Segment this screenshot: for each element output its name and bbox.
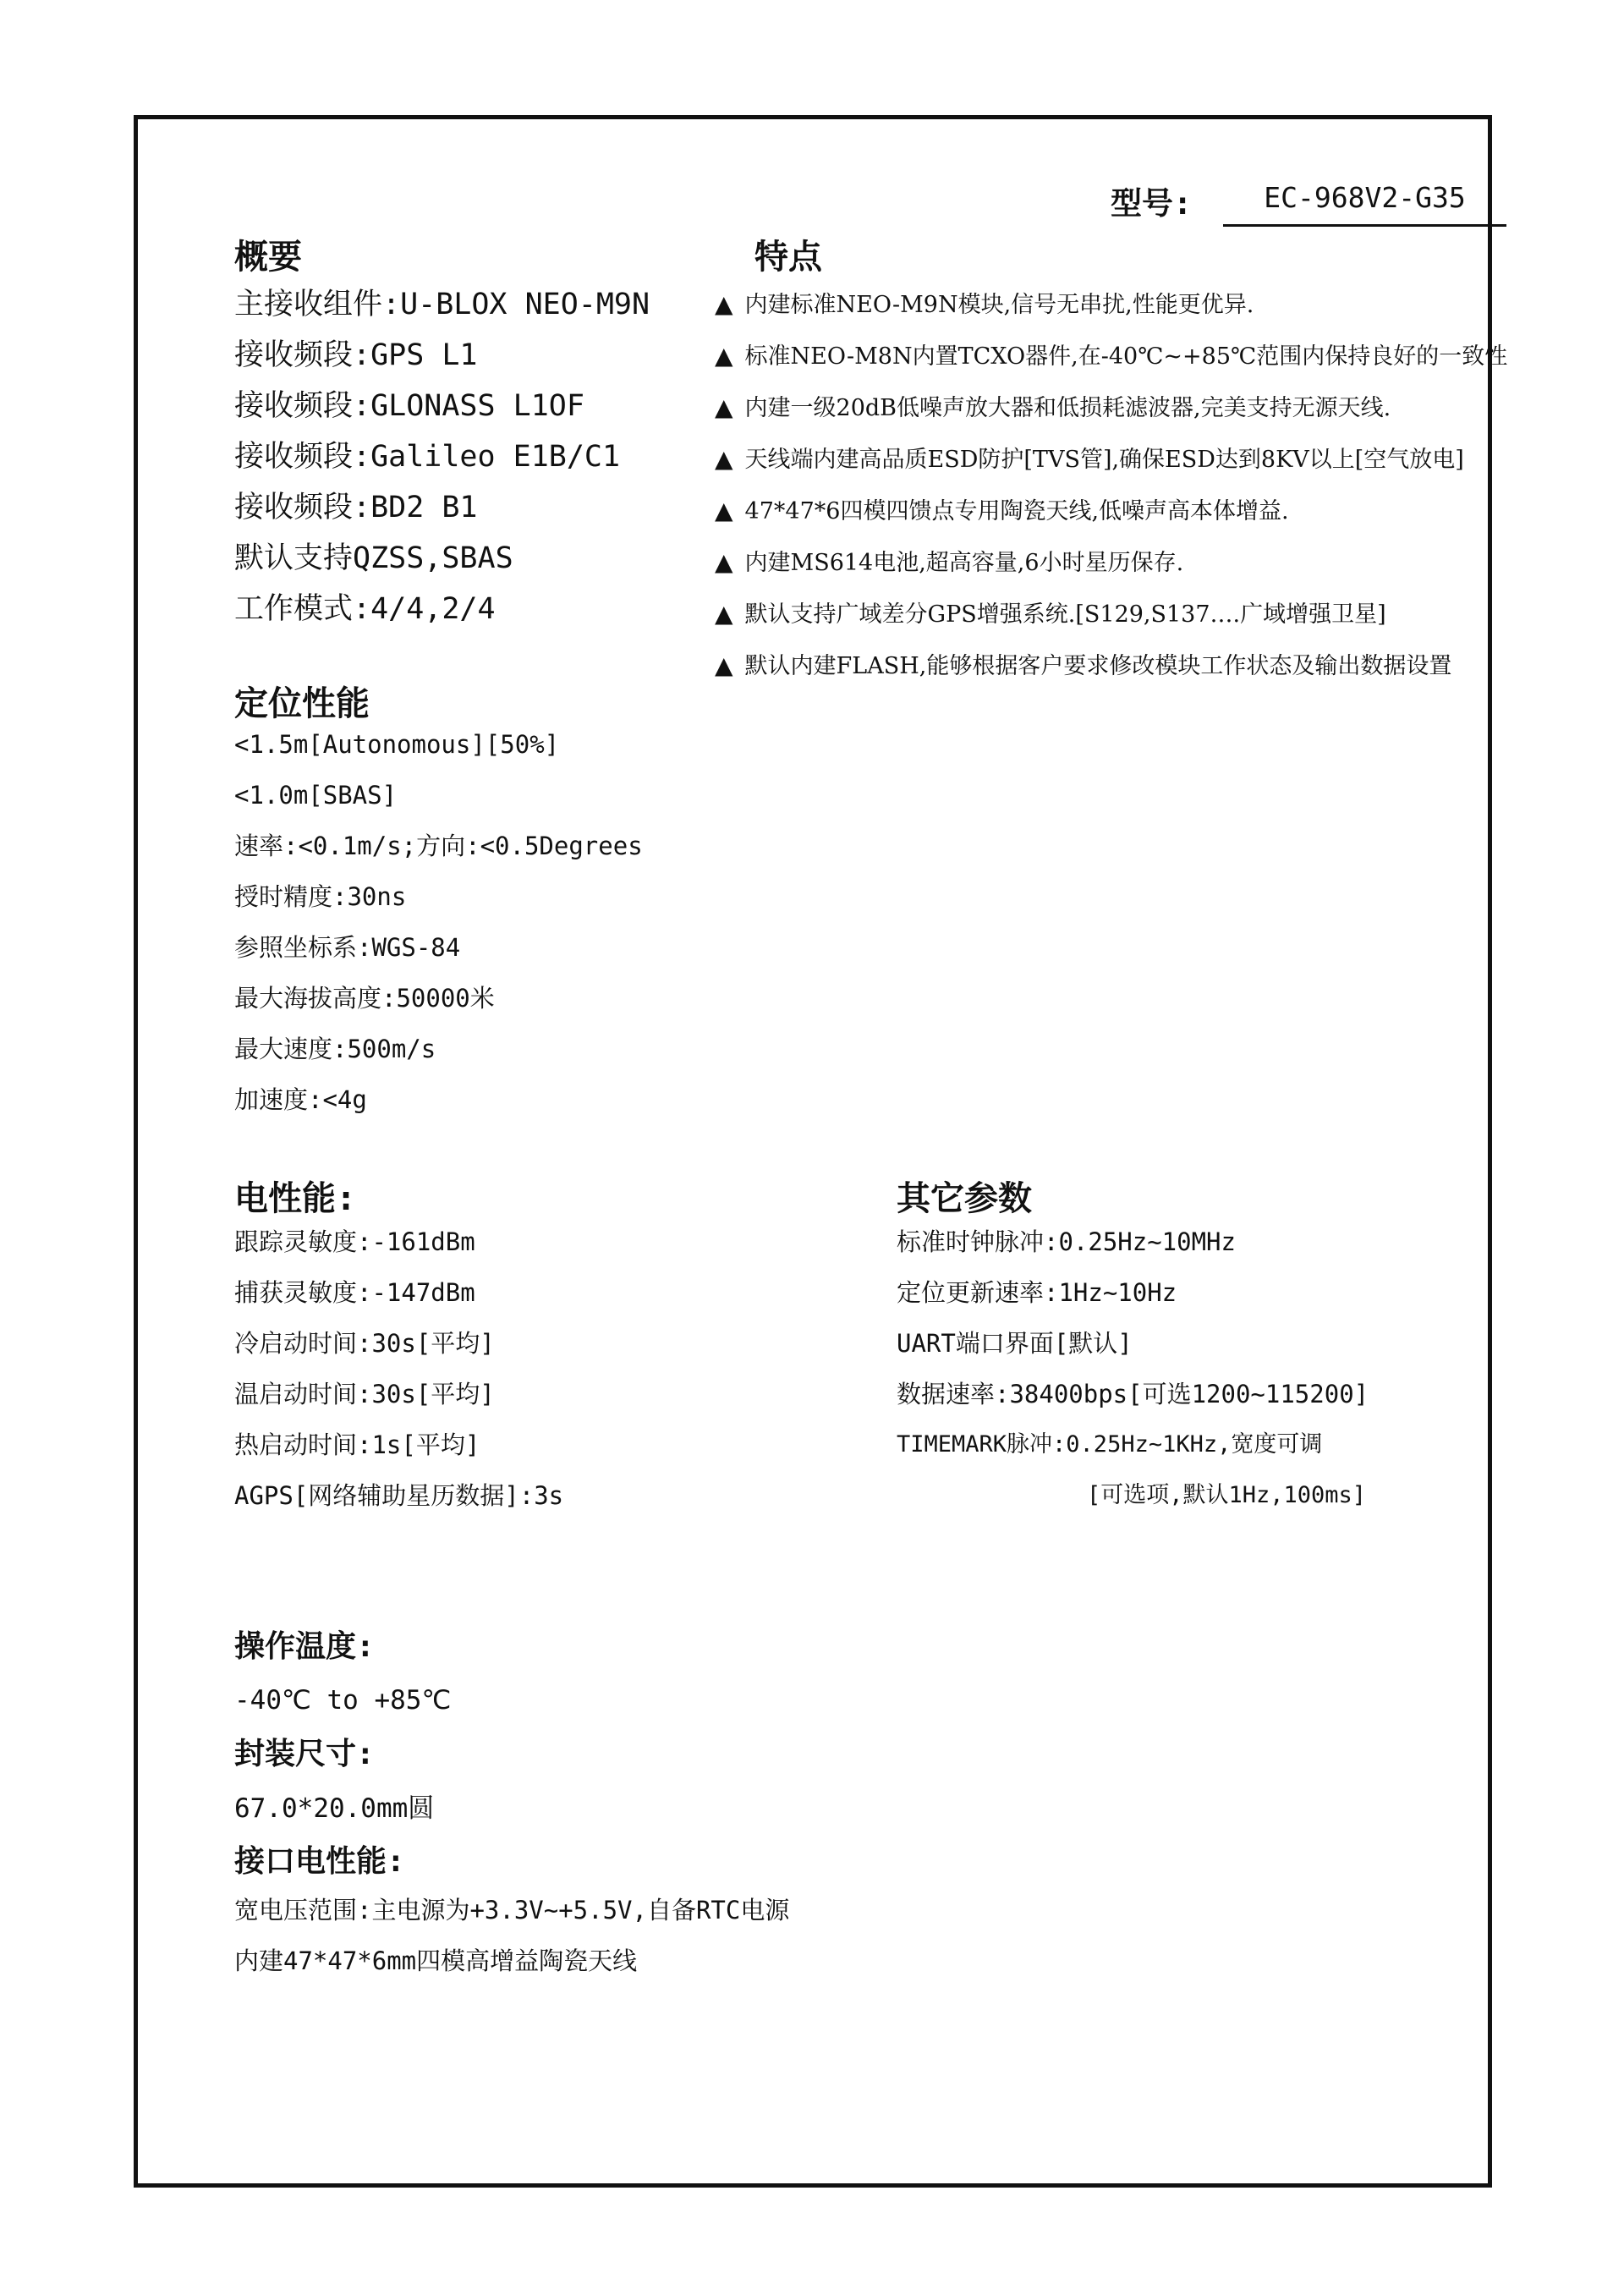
triangle-bullet-icon: ▲ — [715, 445, 733, 473]
package-heading: 封装尺寸: — [234, 1737, 375, 1771]
triangle-bullet-icon: ▲ — [715, 290, 733, 318]
other-heading: 其它参数 — [897, 1179, 1032, 1218]
feature-item: ▲ 47*47*6四模四馈点专用陶瓷天线,低噪声高本体增益. — [715, 497, 1289, 524]
overview-list — [234, 279, 650, 634]
other-item: UART端口界面[默认] — [897, 1329, 1133, 1358]
overview-item: 接收频段:BD2 B1 — [234, 491, 478, 524]
feature-item: ▲ 标准NEO-M8N内置TCXO器件,在-40℃~+85℃范围内保持良好的一致性 — [715, 342, 1508, 370]
positioning-item: 最大海拔高度:50000米 — [234, 984, 495, 1013]
triangle-bullet-icon: ▲ — [715, 600, 733, 628]
feature-item: ▲ 内建一级20dB低噪声放大器和低损耗滤波器,完美支持无源天线. — [715, 393, 1391, 421]
other-item: TIMEMARK脉冲:0.25Hz~1KHz,宽度可调 — [897, 1431, 1323, 1458]
features-heading: 特点 — [754, 238, 822, 277]
other-list — [897, 1216, 1369, 1470]
feature-item: ▲ 内建标准NEO-M9N模块,信号无串扰,性能更优异. — [715, 290, 1254, 318]
electrical-list — [234, 1216, 563, 1521]
overview-item: 默认支持QZSS,SBAS — [234, 541, 513, 575]
overview-heading: 概要 — [234, 238, 302, 277]
overview-item: 接收频段:Galileo E1B/C1 — [234, 440, 621, 474]
electrical-item: AGPS[网络辅助星历数据]:3s — [234, 1481, 564, 1510]
temperature-value: -40℃ to +85℃ — [234, 1685, 452, 1716]
triangle-bullet-icon: ▲ — [715, 497, 733, 524]
interface-heading: 接口电性能: — [234, 1844, 405, 1879]
positioning-list — [234, 719, 643, 1125]
triangle-bullet-icon: ▲ — [715, 651, 733, 679]
electrical-item: 冷启动时间:30s[平均] — [234, 1329, 495, 1358]
overview-item: 工作模式:4/4,2/4 — [234, 592, 496, 626]
feature-item: ▲ 默认支持广域差分GPS增强系统.[S129,S137….广域增强卫星] — [715, 600, 1386, 628]
features-list — [715, 279, 1507, 692]
feature-item: ▲ 天线端内建高品质ESD防护[TVS管],确保ESD达到8KV以上[空气放电] — [715, 445, 1464, 473]
electrical-heading: 电性能: — [234, 1179, 357, 1218]
other-item: 数据速率:38400bps[可选1200~115200] — [897, 1380, 1369, 1408]
positioning-item: 授时精度:30ns — [234, 882, 407, 911]
package-value: 67.0*20.0mm圆 — [234, 1793, 435, 1824]
positioning-item: <1.5m[Autonomous][50%] — [234, 730, 560, 759]
positioning-item: 速率:<0.1m/s;方向:<0.5Degrees — [234, 832, 643, 860]
overview-item: 主接收组件:U-BLOX NEO-M9N — [234, 288, 650, 321]
timemark-note: [可选项,默认1Hz,100ms] — [1087, 1482, 1367, 1508]
electrical-item: 跟踪灵敏度:-161dBm — [234, 1227, 475, 1256]
temperature-heading: 操作温度: — [234, 1629, 375, 1664]
feature-item: ▲ 默认内建FLASH,能够根据客户要求修改模块工作状态及输出数据设置 — [715, 651, 1452, 679]
positioning-item: 最大速度:500m/s — [234, 1035, 436, 1063]
electrical-item: 温启动时间:30s[平均] — [234, 1380, 495, 1408]
positioning-item: 加速度:<4g — [234, 1085, 367, 1114]
interface-item: 宽电压范围:主电源为+3.3V~+5.5V,自备RTC电源 — [234, 1896, 790, 1924]
other-item: 标准时钟脉冲:0.25Hz~10MHz — [897, 1227, 1236, 1256]
model-number: EC-968V2-G35 — [1223, 181, 1506, 227]
interface-list — [234, 1885, 789, 1986]
positioning-item: 参照坐标系:WGS-84 — [234, 933, 461, 962]
other-item: 定位更新速率:1Hz~10Hz — [897, 1278, 1177, 1307]
electrical-item: 热启动时间:1s[平均] — [234, 1430, 480, 1459]
positioning-item: <1.0m[SBAS] — [234, 781, 398, 810]
overview-item: 接收频段:GPS L1 — [234, 338, 478, 372]
electrical-item: 捕获灵敏度:-147dBm — [234, 1278, 475, 1307]
triangle-bullet-icon: ▲ — [715, 548, 733, 576]
positioning-heading: 定位性能 — [234, 684, 370, 723]
triangle-bullet-icon: ▲ — [715, 342, 733, 370]
triangle-bullet-icon: ▲ — [715, 393, 733, 421]
overview-item: 接收频段:GLONASS L1OF — [234, 389, 584, 423]
feature-item: ▲ 内建MS614电池,超高容量,6小时星历保存. — [715, 548, 1184, 576]
model-label: 型号: — [1111, 185, 1193, 222]
interface-item: 内建47*47*6mm四模高增益陶瓷天线 — [234, 1946, 638, 1975]
